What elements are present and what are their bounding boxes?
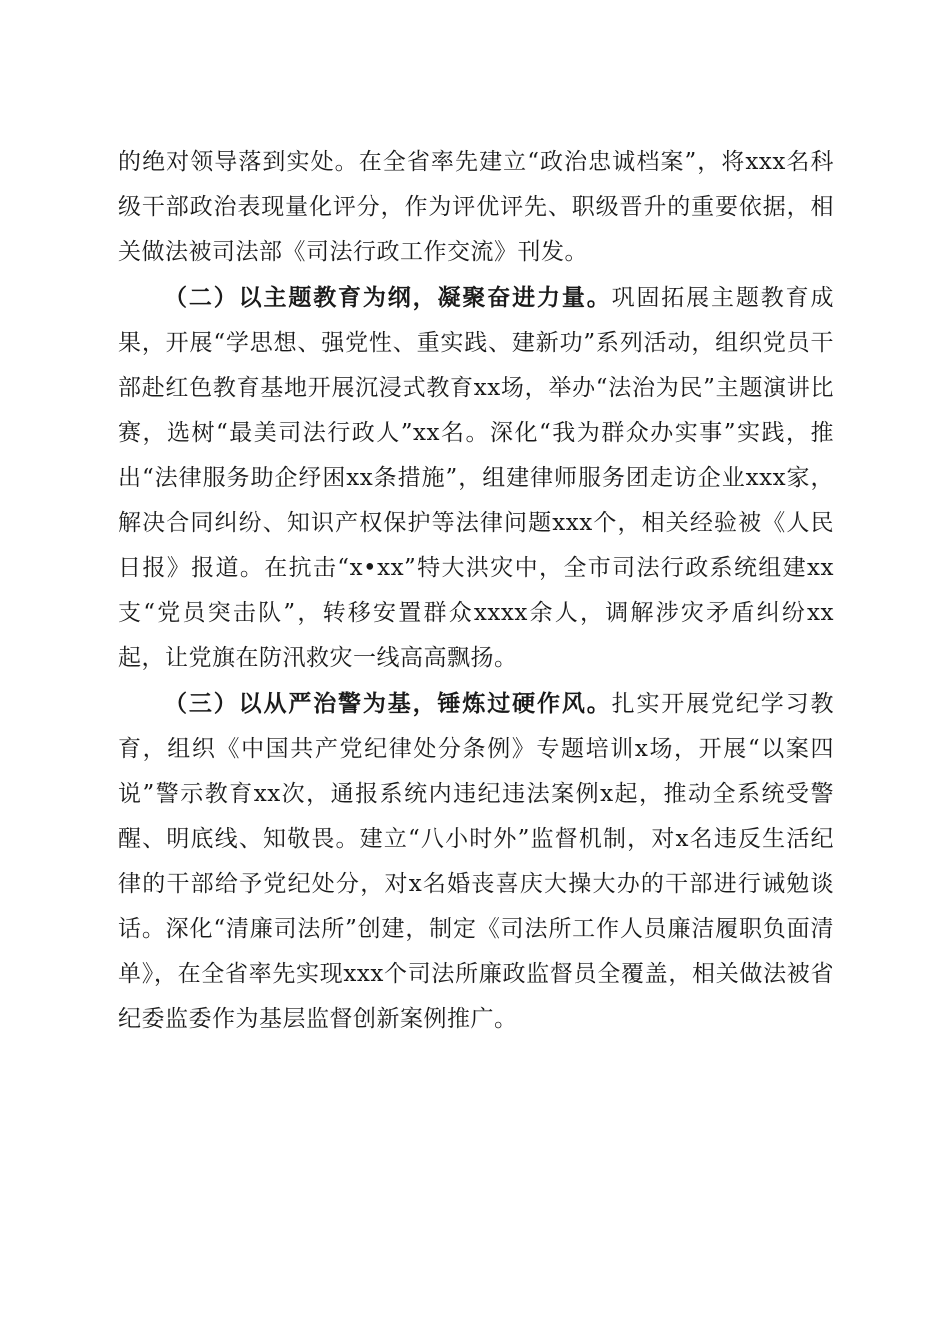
paragraph-continuation xyxy=(118,140,834,275)
paragraph-body: 的绝对领导落到实处。在全省率先建立“政治忠诚档案”，将xxx名科级干部政治表现量化评分，作为评优评先、职级晋升的重要依据，相关做法被司法部《司法行政工作交流》刊发。 xyxy=(118,149,834,265)
paragraph-section-three xyxy=(118,681,834,1042)
section-heading: （二）以主题教育为纲，凝聚奋进力量。 xyxy=(164,284,612,311)
paragraph-section-two xyxy=(118,275,834,681)
paragraph-body: 巩固拓展主题教育成果，开展“学思想、强党性、重实践、建新功”系列活动，组织党员干部赴红色教育基地开展沉浸式教育xx场，举办“法治为民”主题演讲比赛，选树“最美司法行政人”xx名。深化“我为群众办实事”实践，推出“法律服务助企纾困xx条措施”，组建律师服务团走访企业xxx家，解决合同纠纷、知识产权保护等法律问题xxx个，相关经验被《人民日报》报道。在抗击“x•xx”特大洪灾中，全市司法行政系统组建xx支“党员突击队”，转移安置群众xxxx余人，调解涉灾矛盾纠纷xx起，让党旗在防汛救灾一线高高飘扬。 xyxy=(118,285,835,671)
paragraph-body: 扎实开展党纪学习教育，组织《中国共产党纪律处分条例》专题培训x场，开展“以案四说”警示教育xx次，通报系统内违纪违法案例x起，推动全系统受警醒、明底线、知敬畏。建立“八小时外”监督机制，对x名违反生活纪律的干部给予党纪处分，对x名婚丧喜庆大操大办的干部进行诫勉谈话。深化“清廉司法所”创建，制定《司法所工作人员廉洁履职负面清单》，在全省率先实现xxx个司法所廉政监督员全覆盖，相关做法被省纪委监委作为基层监督创新案例推广。 xyxy=(118,691,835,1032)
document-body xyxy=(118,140,834,1042)
section-heading: （三）以从严治警为基，锤炼过硬作风。 xyxy=(164,690,612,717)
